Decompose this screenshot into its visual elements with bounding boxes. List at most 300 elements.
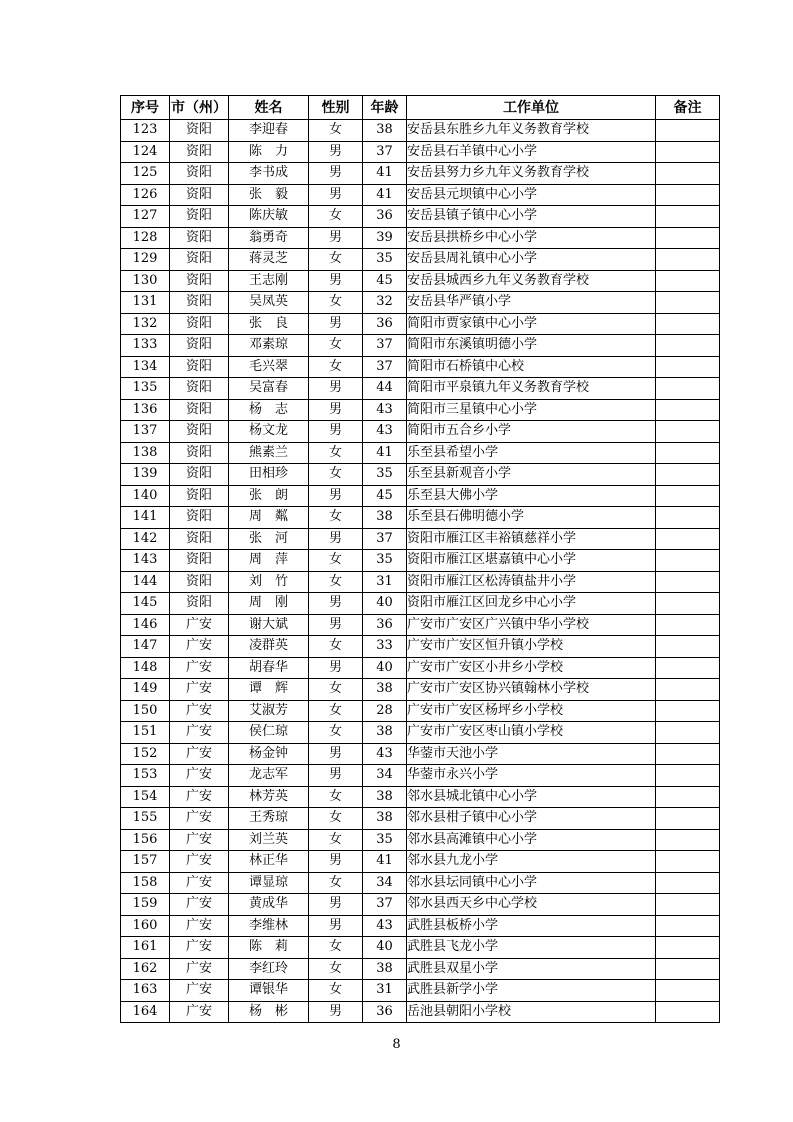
cell-age: 43: [363, 421, 407, 443]
cell-remarks: [656, 356, 720, 378]
cell-name: 吴富春: [229, 378, 309, 400]
cell-work-unit: 武胜县新学小学: [407, 980, 656, 1002]
cell-name: 王志刚: [229, 270, 309, 292]
cell-gender: 男: [309, 894, 363, 916]
cell-city: 资阳: [170, 356, 229, 378]
cell-remarks: [656, 227, 720, 249]
cell-remarks: [656, 700, 720, 722]
cell-name: 侯仁琼: [229, 722, 309, 744]
cell-work-unit: 乐至县希望小学: [407, 442, 656, 464]
cell-work-unit: 邻水县西天乡中心学校: [407, 894, 656, 916]
table-row: [121, 184, 720, 206]
cell-name: 林芳英: [229, 786, 309, 808]
cell-index: 147: [121, 636, 170, 658]
cell-name: 蒋灵芝: [229, 249, 309, 271]
cell-remarks: [656, 872, 720, 894]
cell-index: 129: [121, 249, 170, 271]
cell-index: 125: [121, 163, 170, 185]
cell-gender: 男: [309, 915, 363, 937]
header-remarks: 备注: [656, 96, 720, 120]
cell-age: 41: [363, 163, 407, 185]
cell-city: 广安: [170, 808, 229, 830]
cell-age: 32: [363, 292, 407, 314]
cell-city: 广安: [170, 700, 229, 722]
cell-work-unit: 安岳县镇子镇中心小学: [407, 206, 656, 228]
table-row: [121, 915, 720, 937]
cell-name: 周 粼: [229, 507, 309, 529]
cell-index: 123: [121, 120, 170, 142]
cell-name: 胡春华: [229, 657, 309, 679]
cell-gender: 男: [309, 657, 363, 679]
cell-remarks: [656, 915, 720, 937]
cell-gender: 女: [309, 679, 363, 701]
cell-index: 162: [121, 958, 170, 980]
cell-name: 艾淑芳: [229, 700, 309, 722]
cell-city: 资阳: [170, 507, 229, 529]
cell-index: 157: [121, 851, 170, 873]
table-row: [121, 356, 720, 378]
cell-gender: 男: [309, 313, 363, 335]
cell-remarks: [656, 679, 720, 701]
cell-work-unit: 广安市广安区协兴镇翰林小学校: [407, 679, 656, 701]
cell-remarks: [656, 894, 720, 916]
cell-city: 广安: [170, 614, 229, 636]
cell-age: 31: [363, 571, 407, 593]
cell-index: 159: [121, 894, 170, 916]
cell-city: 资阳: [170, 571, 229, 593]
cell-name: 张 朗: [229, 485, 309, 507]
cell-remarks: [656, 507, 720, 529]
cell-city: 资阳: [170, 184, 229, 206]
cell-index: 142: [121, 528, 170, 550]
cell-city: 资阳: [170, 120, 229, 142]
cell-gender: 女: [309, 700, 363, 722]
cell-index: 155: [121, 808, 170, 830]
cell-city: 资阳: [170, 442, 229, 464]
cell-remarks: [656, 141, 720, 163]
cell-remarks: [656, 1001, 720, 1023]
cell-name: 张 毅: [229, 184, 309, 206]
cell-age: 38: [363, 507, 407, 529]
page-number: 8: [392, 1037, 401, 1052]
cell-gender: 男: [309, 485, 363, 507]
cell-remarks: [656, 485, 720, 507]
cell-index: 139: [121, 464, 170, 486]
cell-age: 45: [363, 485, 407, 507]
cell-city: 广安: [170, 872, 229, 894]
cell-index: 136: [121, 399, 170, 421]
cell-name: 陈庆敏: [229, 206, 309, 228]
cell-work-unit: 邻水县城北镇中心小学: [407, 786, 656, 808]
cell-name: 熊素兰: [229, 442, 309, 464]
table-row: [121, 227, 720, 249]
cell-age: 35: [363, 550, 407, 572]
cell-remarks: [656, 270, 720, 292]
header-city: 市（州）: [170, 96, 229, 120]
cell-gender: 男: [309, 163, 363, 185]
cell-city: 广安: [170, 894, 229, 916]
cell-city: 资阳: [170, 141, 229, 163]
cell-work-unit: 简阳市贾家镇中心小学: [407, 313, 656, 335]
cell-gender: 男: [309, 184, 363, 206]
cell-city: 广安: [170, 980, 229, 1002]
table-row: [121, 120, 720, 142]
cell-city: 广安: [170, 958, 229, 980]
cell-work-unit: 邻水县坛同镇中心小学: [407, 872, 656, 894]
cell-gender: 女: [309, 335, 363, 357]
cell-name: 李红玲: [229, 958, 309, 980]
cell-city: 资阳: [170, 593, 229, 615]
cell-age: 40: [363, 937, 407, 959]
cell-work-unit: 乐至县新观音小学: [407, 464, 656, 486]
header-age: 年龄: [363, 96, 407, 120]
table-row: [121, 206, 720, 228]
cell-name: 王秀琼: [229, 808, 309, 830]
cell-remarks: [656, 528, 720, 550]
cell-name: 田相珍: [229, 464, 309, 486]
cell-age: 37: [363, 141, 407, 163]
header-index: 序号: [121, 96, 170, 120]
cell-index: 124: [121, 141, 170, 163]
cell-remarks: [656, 399, 720, 421]
cell-age: 45: [363, 270, 407, 292]
cell-name: 凌群英: [229, 636, 309, 658]
cell-city: 资阳: [170, 292, 229, 314]
cell-name: 杨金钟: [229, 743, 309, 765]
cell-age: 37: [363, 335, 407, 357]
cell-city: 广安: [170, 636, 229, 658]
cell-index: 145: [121, 593, 170, 615]
cell-gender: 女: [309, 958, 363, 980]
cell-age: 35: [363, 829, 407, 851]
cell-gender: 男: [309, 421, 363, 443]
cell-index: 126: [121, 184, 170, 206]
cell-remarks: [656, 808, 720, 830]
cell-remarks: [656, 313, 720, 335]
cell-gender: 女: [309, 507, 363, 529]
table-row: [121, 851, 720, 873]
table-row: [121, 421, 720, 443]
table-row: [121, 765, 720, 787]
cell-age: 37: [363, 356, 407, 378]
cell-gender: 女: [309, 980, 363, 1002]
cell-city: 广安: [170, 786, 229, 808]
cell-age: 34: [363, 765, 407, 787]
cell-age: 40: [363, 657, 407, 679]
cell-age: 37: [363, 894, 407, 916]
cell-gender: 女: [309, 571, 363, 593]
cell-age: 41: [363, 851, 407, 873]
cell-city: 资阳: [170, 227, 229, 249]
cell-remarks: [656, 550, 720, 572]
cell-city: 广安: [170, 915, 229, 937]
table-row: [121, 528, 720, 550]
cell-gender: 女: [309, 206, 363, 228]
table-row: [121, 786, 720, 808]
table-row: [121, 292, 720, 314]
cell-work-unit: 乐至县大佛小学: [407, 485, 656, 507]
cell-gender: 男: [309, 765, 363, 787]
cell-index: 154: [121, 786, 170, 808]
cell-index: 163: [121, 980, 170, 1002]
cell-work-unit: 安岳县努力乡九年义务教育学校: [407, 163, 656, 185]
cell-work-unit: 广安市广安区广兴镇中华小学校: [407, 614, 656, 636]
cell-work-unit: 简阳市三星镇中心小学: [407, 399, 656, 421]
cell-work-unit: 邻水县九龙小学: [407, 851, 656, 873]
cell-city: 广安: [170, 851, 229, 873]
cell-work-unit: 广安市广安区枣山镇小学校: [407, 722, 656, 744]
cell-remarks: [656, 292, 720, 314]
cell-name: 李书成: [229, 163, 309, 185]
cell-index: 135: [121, 378, 170, 400]
cell-age: 38: [363, 808, 407, 830]
table-header: [121, 96, 720, 120]
cell-gender: 男: [309, 399, 363, 421]
table-row: [121, 335, 720, 357]
cell-index: 140: [121, 485, 170, 507]
table-row: [121, 829, 720, 851]
table-row: [121, 464, 720, 486]
table-row: [121, 636, 720, 658]
cell-age: 36: [363, 1001, 407, 1023]
cell-index: 160: [121, 915, 170, 937]
table-row: [121, 614, 720, 636]
cell-remarks: [656, 851, 720, 873]
cell-work-unit: 岳池县朝阳小学校: [407, 1001, 656, 1023]
table-row: [121, 571, 720, 593]
cell-city: 广安: [170, 722, 229, 744]
table-row: [121, 872, 720, 894]
cell-name: 周 刚: [229, 593, 309, 615]
cell-work-unit: 资阳市雁江区回龙乡中心小学: [407, 593, 656, 615]
cell-gender: 女: [309, 808, 363, 830]
cell-city: 资阳: [170, 163, 229, 185]
cell-remarks: [656, 722, 720, 744]
cell-age: 36: [363, 206, 407, 228]
table-body: [121, 120, 720, 1023]
table-row: [121, 163, 720, 185]
cell-age: 43: [363, 399, 407, 421]
table-row: [121, 722, 720, 744]
cell-index: 134: [121, 356, 170, 378]
cell-gender: 男: [309, 593, 363, 615]
cell-city: 资阳: [170, 550, 229, 572]
cell-work-unit: 广安市广安区恒升镇小学校: [407, 636, 656, 658]
cell-age: 39: [363, 227, 407, 249]
cell-age: 41: [363, 184, 407, 206]
cell-remarks: [656, 786, 720, 808]
cell-index: 152: [121, 743, 170, 765]
cell-remarks: [656, 636, 720, 658]
cell-gender: 男: [309, 270, 363, 292]
cell-gender: 女: [309, 872, 363, 894]
cell-name: 邓素琼: [229, 335, 309, 357]
cell-work-unit: 武胜县飞龙小学: [407, 937, 656, 959]
cell-age: 40: [363, 593, 407, 615]
header-gender: 性别: [309, 96, 363, 120]
cell-name: 吴凤英: [229, 292, 309, 314]
cell-gender: 女: [309, 464, 363, 486]
cell-remarks: [656, 829, 720, 851]
cell-city: 资阳: [170, 485, 229, 507]
cell-gender: 女: [309, 722, 363, 744]
cell-gender: 男: [309, 378, 363, 400]
cell-work-unit: 邻水县柑子镇中心小学: [407, 808, 656, 830]
cell-index: 143: [121, 550, 170, 572]
cell-city: 资阳: [170, 313, 229, 335]
cell-index: 132: [121, 313, 170, 335]
cell-index: 156: [121, 829, 170, 851]
cell-age: 38: [363, 120, 407, 142]
cell-age: 35: [363, 249, 407, 271]
cell-name: 张 良: [229, 313, 309, 335]
cell-age: 43: [363, 743, 407, 765]
cell-gender: 男: [309, 743, 363, 765]
cell-work-unit: 安岳县拱桥乡中心小学: [407, 227, 656, 249]
cell-work-unit: 安岳县元坝镇中心小学: [407, 184, 656, 206]
cell-work-unit: 简阳市五合乡小学: [407, 421, 656, 443]
table-row: [121, 485, 720, 507]
cell-name: 陈 莉: [229, 937, 309, 959]
table-row: [121, 958, 720, 980]
cell-work-unit: 华蓥市天池小学: [407, 743, 656, 765]
cell-remarks: [656, 442, 720, 464]
header-row: [121, 96, 720, 120]
cell-index: 158: [121, 872, 170, 894]
cell-work-unit: 简阳市石桥镇中心校: [407, 356, 656, 378]
cell-name: 杨文龙: [229, 421, 309, 443]
table-row: [121, 141, 720, 163]
table-row: [121, 657, 720, 679]
cell-gender: 男: [309, 227, 363, 249]
cell-name: 谢大斌: [229, 614, 309, 636]
cell-gender: 女: [309, 249, 363, 271]
cell-city: 资阳: [170, 421, 229, 443]
cell-city: 资阳: [170, 399, 229, 421]
cell-name: 陈 力: [229, 141, 309, 163]
cell-age: 36: [363, 614, 407, 636]
cell-city: 资阳: [170, 378, 229, 400]
cell-city: 广安: [170, 765, 229, 787]
cell-work-unit: 武胜县板桥小学: [407, 915, 656, 937]
cell-age: 35: [363, 464, 407, 486]
table-row: [121, 808, 720, 830]
cell-age: 34: [363, 872, 407, 894]
cell-city: 广安: [170, 829, 229, 851]
cell-index: 141: [121, 507, 170, 529]
cell-city: 广安: [170, 743, 229, 765]
cell-age: 37: [363, 528, 407, 550]
cell-name: 张 河: [229, 528, 309, 550]
table-row: [121, 249, 720, 271]
cell-name: 谭显琼: [229, 872, 309, 894]
cell-gender: 女: [309, 829, 363, 851]
cell-work-unit: 广安市广安区杨坪乡小学校: [407, 700, 656, 722]
cell-index: 149: [121, 679, 170, 701]
cell-index: 153: [121, 765, 170, 787]
table-row: [121, 980, 720, 1002]
cell-name: 刘 竹: [229, 571, 309, 593]
cell-index: 164: [121, 1001, 170, 1023]
cell-name: 毛兴翠: [229, 356, 309, 378]
table-row: [121, 550, 720, 572]
cell-name: 翁勇奇: [229, 227, 309, 249]
cell-index: 130: [121, 270, 170, 292]
cell-work-unit: 安岳县华严镇小学: [407, 292, 656, 314]
cell-remarks: [656, 206, 720, 228]
cell-remarks: [656, 765, 720, 787]
cell-age: 33: [363, 636, 407, 658]
cell-index: 146: [121, 614, 170, 636]
cell-gender: 男: [309, 614, 363, 636]
cell-city: 资阳: [170, 464, 229, 486]
cell-city: 资阳: [170, 270, 229, 292]
table-row: [121, 442, 720, 464]
cell-name: 周 萍: [229, 550, 309, 572]
cell-city: 广安: [170, 679, 229, 701]
table-row: [121, 313, 720, 335]
table-row: [121, 378, 720, 400]
cell-remarks: [656, 163, 720, 185]
cell-work-unit: 安岳县石羊镇中心小学: [407, 141, 656, 163]
cell-remarks: [656, 743, 720, 765]
cell-work-unit: 简阳市东溪镇明德小学: [407, 335, 656, 357]
cell-remarks: [656, 980, 720, 1002]
cell-age: 44: [363, 378, 407, 400]
cell-remarks: [656, 614, 720, 636]
cell-remarks: [656, 184, 720, 206]
cell-city: 广安: [170, 1001, 229, 1023]
cell-index: 133: [121, 335, 170, 357]
cell-gender: 女: [309, 937, 363, 959]
cell-work-unit: 乐至县石佛明德小学: [407, 507, 656, 529]
cell-name: 林正华: [229, 851, 309, 873]
table-row: [121, 743, 720, 765]
cell-work-unit: 简阳市平泉镇九年义务教育学校: [407, 378, 656, 400]
cell-gender: 女: [309, 120, 363, 142]
cell-work-unit: 华蓥市永兴小学: [407, 765, 656, 787]
cell-age: 36: [363, 313, 407, 335]
cell-city: 资阳: [170, 249, 229, 271]
cell-age: 38: [363, 786, 407, 808]
cell-gender: 男: [309, 1001, 363, 1023]
cell-gender: 男: [309, 528, 363, 550]
cell-remarks: [656, 378, 720, 400]
cell-index: 131: [121, 292, 170, 314]
table-row: [121, 1001, 720, 1023]
cell-work-unit: 资阳市雁江区松涛镇盐井小学: [407, 571, 656, 593]
cell-name: 杨 彬: [229, 1001, 309, 1023]
cell-city: 广安: [170, 657, 229, 679]
cell-work-unit: 武胜县双星小学: [407, 958, 656, 980]
cell-gender: 女: [309, 550, 363, 572]
cell-index: 148: [121, 657, 170, 679]
cell-work-unit: 邻水县高滩镇中心小学: [407, 829, 656, 851]
cell-work-unit: 安岳县城西乡九年义务教育学校: [407, 270, 656, 292]
cell-remarks: [656, 958, 720, 980]
cell-age: 43: [363, 915, 407, 937]
cell-name: 刘兰英: [229, 829, 309, 851]
cell-remarks: [656, 464, 720, 486]
cell-age: 28: [363, 700, 407, 722]
cell-name: 龙志军: [229, 765, 309, 787]
table-row: [121, 399, 720, 421]
cell-remarks: [656, 937, 720, 959]
roster-table: [120, 95, 720, 1023]
cell-name: 杨 志: [229, 399, 309, 421]
cell-city: 资阳: [170, 528, 229, 550]
cell-index: 137: [121, 421, 170, 443]
